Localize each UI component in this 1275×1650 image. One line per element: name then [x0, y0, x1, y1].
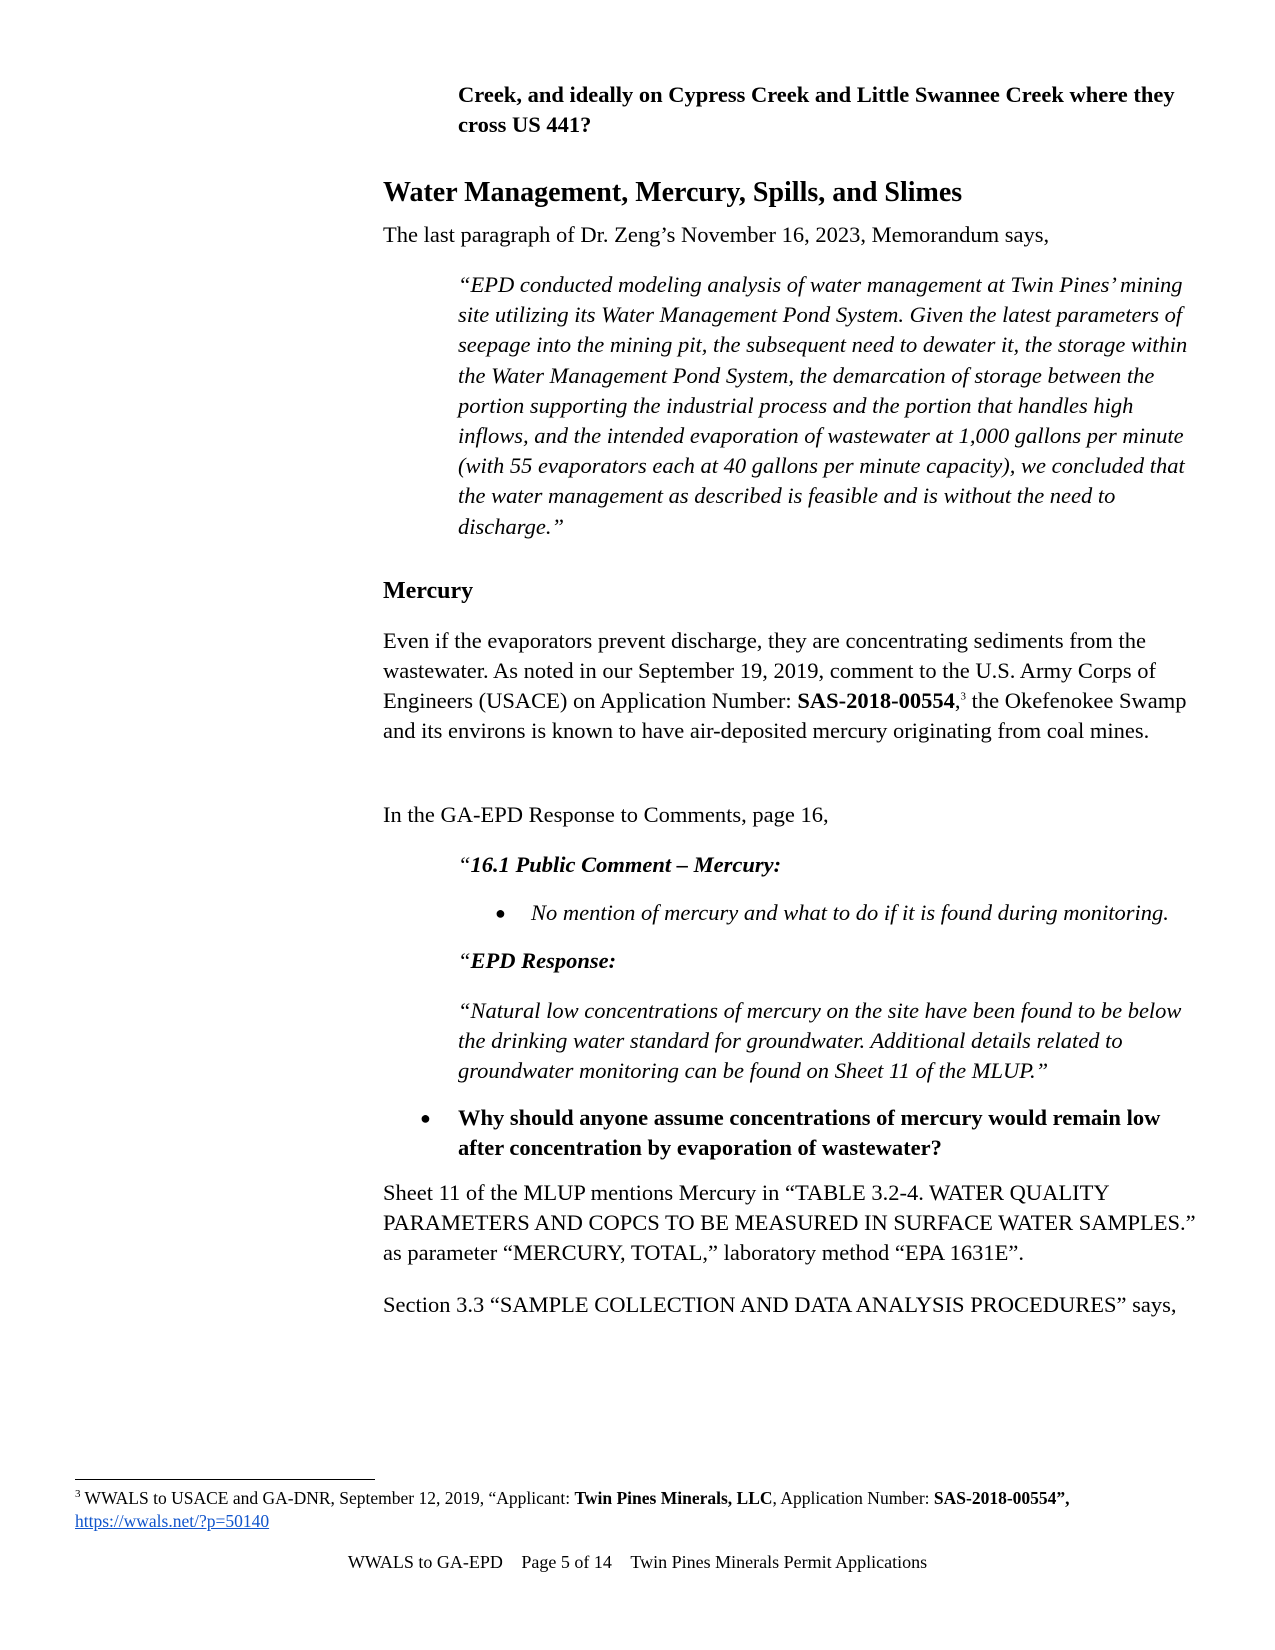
footnote-number: 3 — [75, 1488, 81, 1501]
question-bullet-text: Why should anyone assume concentrations of mercury would remain low after concentration by evaporation of wastewater? — [458, 1105, 1161, 1160]
section-heading: Water Management, Mercury, Spills, and Slimes — [383, 177, 963, 208]
mercury-paragraph-before: Even if the evaporators prevent discharge, they are concentrating sediments from the wastewater. As noted in our September 19, 2019, comment to the U.S. Army Corps of Engineers (USACE) on Application Number: — [383, 628, 1157, 713]
bullet-dot-icon: ● — [420, 1108, 431, 1128]
footnote-applicant: Twin Pines Minerals, LLC — [574, 1488, 773, 1508]
public-comment-bullet-text: No mention of mercury and what to do if it is found during monitoring. — [531, 900, 1169, 925]
epd-response-title — [458, 946, 1198, 976]
sheet11-paragraph: Sheet 11 of the MLUP mentions Mercury in “TABLE 3.2-4. WATER QUALITY PARAMETERS AND COPCS TO BE MEASURED IN SURFACE WATER SAMPLES.” as parameter “MERCURY, TOTAL,” laboratory method “EPA 1631E”. — [383, 1180, 1196, 1265]
public-comment-label: 16.1 Public Comment – Mercury: — [470, 852, 782, 877]
comma: , — [954, 688, 961, 713]
question-bullet — [420, 1103, 1200, 1163]
footnote-prefix: WWALS to USACE and GA-DNR, September 12, 2019, “Applicant: — [80, 1488, 575, 1508]
footnote-link[interactable]: https://wwals.net/?p=50140 — [75, 1511, 270, 1531]
public-comment-title — [458, 850, 1198, 880]
intro-paragraph: The last paragraph of Dr. Zeng’s November 16, 2023, Memorandum says, — [383, 222, 1050, 247]
footnote — [75, 1487, 1215, 1533]
footer-left: WWALS to GA-EPD — [347, 1552, 503, 1572]
bullet-dot-icon: ● — [495, 903, 506, 923]
epd-response-text: “Natural low concentrations of mercury on the site have been found to be below the drinking water standard for groundwater. Additional details related to groundwater monitoring can be found on Sheet 11 of the MLUP.” — [458, 998, 1182, 1084]
mercury-paragraph — [383, 626, 1198, 746]
mercury-heading: Mercury — [383, 578, 474, 604]
footnote-app-number: SAS-2018-00554”, — [933, 1488, 1070, 1508]
section33-paragraph: Section 3.3 “SAMPLE COLLECTION AND DATA ANALYSIS PROCEDURES” says, — [383, 1292, 1177, 1317]
public-comment-bullet — [495, 898, 1195, 928]
footer-page-number: Page 5 of 14 — [521, 1552, 612, 1572]
open-quote: “ — [458, 948, 471, 973]
response-intro: In the GA-EPD Response to Comments, page 16, — [383, 802, 829, 827]
mercury-paragraph-after: the Okefenokee Swamp and its environs is known to have air-deposited mercury originating from coal mines. — [383, 688, 1187, 743]
epd-response-label: EPD Response: — [470, 948, 617, 973]
open-quote: “ — [458, 852, 471, 877]
footnote-divider — [75, 1479, 375, 1480]
page-footer — [0, 1550, 1275, 1574]
application-number: SAS-2018-00554 — [797, 688, 955, 713]
footnote-mid: , Application Number: — [772, 1488, 934, 1508]
zeng-quote: “EPD conducted modeling analysis of water management at Twin Pines’ mining site utilizing its Water Management Pond System. Given the latest parameters of seepage into the mining pit, the subsequent need to dewater it, the storage within the Water Management Pond System, the demarcation of storage between the portion supporting the industrial process and the portion that handles high inflows, and the intended evaporation of wastewater at 1,000 gallons per minute (with 55 evaporators each at 40 gallons per minute capacity), we concluded that the water management as described is feasible and is without the need to discharge.” — [458, 272, 1188, 539]
footer-right: Twin Pines Minerals Permit Applications — [630, 1552, 928, 1572]
intro-question: Creek, and ideally on Cypress Creek and Little Swannee Creek where they cross US 441? — [458, 82, 1175, 137]
footnote-ref[interactable]: 3 — [960, 690, 966, 703]
